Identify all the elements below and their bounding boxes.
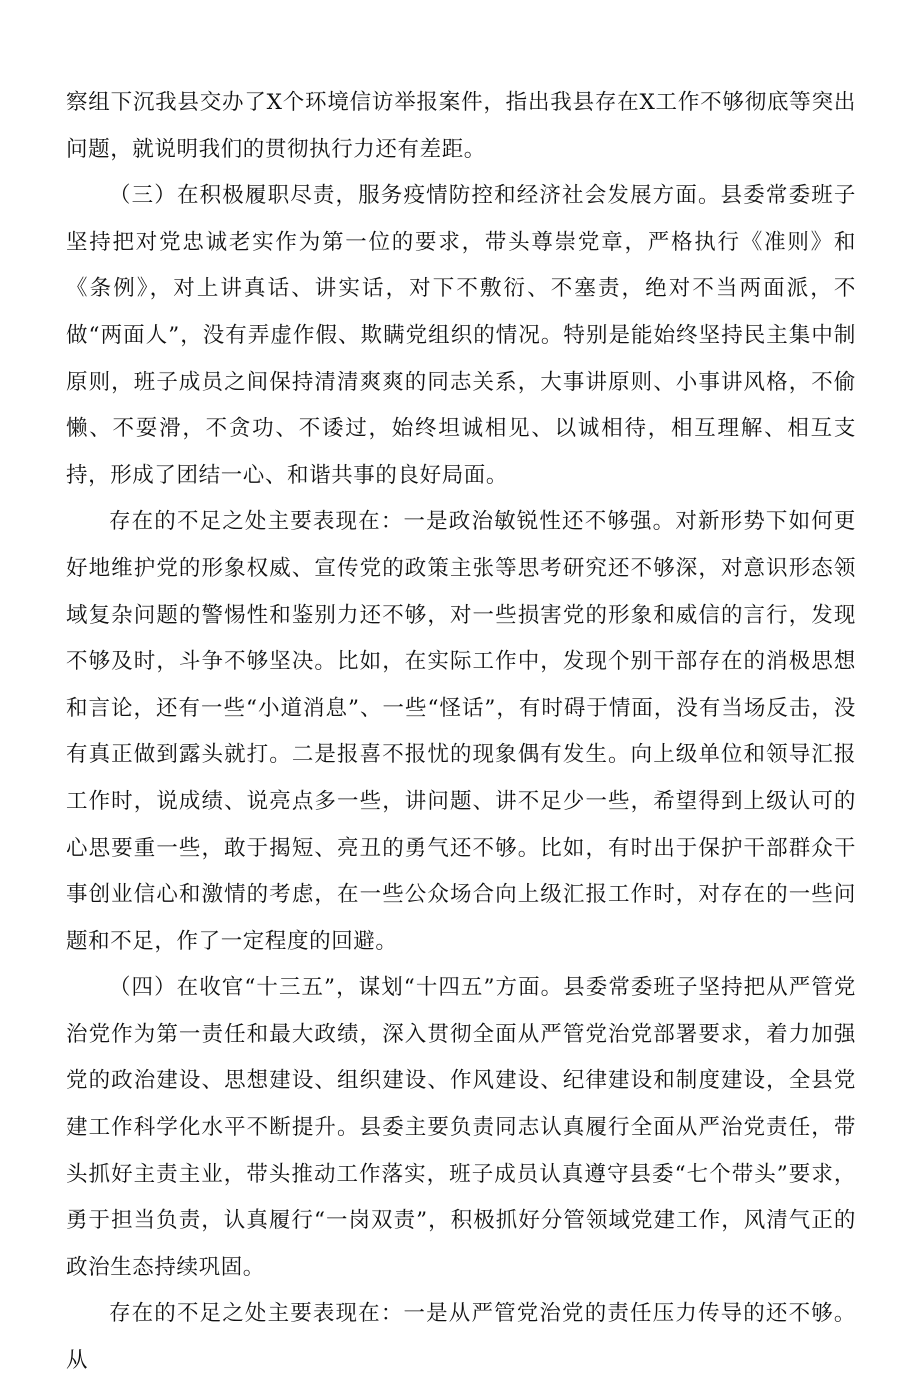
paragraph-shortcomings-one: 存在的不足之处主要表现在：一是政治敏锐性还不够强。对新形势下如何更好地维护党的形象权威、宣传党的政策主张等思考研究还不够深，对意识形态领域复杂问题的警惕性和鉴别力还不够，对一些损害党的形象和威信的言行，发现不够及时，斗争不够坚决。比如，在实际工作中，发现个别干部存在的消极思想和言论，还有一些“小道消息”、一些“怪话”，有时碍于情面，没有当场反击，没有真正做到露头就打。二是报喜不报忧的现象偶有发生。向上级单位和领导汇报工作时，说成绩、说亮点多一些，讲问题、讲不足少一些，希望得到上级认可的心思要重一些，敢于揭短、亮丑的勇气还不够。比如，有时出于保护干部群众干事创业信心和激情的考虑，在一些公众场合向上级汇报工作时，对存在的一些问题和不足，作了一定程度的回避。	[66, 509, 856, 954]
paragraph-continued: 察组下沉我县交办了X个环境信访举报案件，指出我县存在X工作不够彻底等突出问题，就说明我们的贯彻执行力还有差距。	[66, 90, 856, 162]
paragraph-shortcomings-two: 存在的不足之处主要表现在：一是从严管党治党的责任压力传导的还不够。从	[66, 1301, 856, 1374]
paragraph-section-three: （三）在积极履职尽责，服务疫情防控和经济社会发展方面。县委常委班子坚持把对党忠诚老实作为第一位的要求，带头尊崇党章，严格执行《准则》和《条例》，对上讲真话、讲实话，对下不敷衍、不塞责，绝对不当两面派，不做“两面人”，没有弄虚作假、欺瞒党组织的情况。特别是能始终坚持民主集中制原则，班子成员之间保持清清爽爽的同志关系，大事讲原则、小事讲风格，不偷懒、不耍滑，不贪功、不诿过，始终坦诚相见、以诚相待，相互理解、相互支持，形成了团结一心、和谐共事的良好局面。	[66, 183, 856, 488]
paragraph-section-four: （四）在收官“十三五”，谋划“十四五”方面。县委常委班子坚持把从严管党治党作为第一责任和最大政绩，深入贯彻全面从严管党治党部署要求，着力加强党的政治建设、思想建设、组织建设、作风建设、纪律建设和制度建设，全县党建工作科学化水平不断提升。县委主要负责同志认真履行全面从严治党责任，带头抓好主责主业，带头推动工作落实，班子成员认真遵守县委“七个带头”要求，勇于担当负责，认真履行“一岗双责”，积极抓好分管领域党建工作，风清气正的政治生态持续巩固。	[66, 975, 856, 1280]
document-page	[66, 80, 856, 1385]
